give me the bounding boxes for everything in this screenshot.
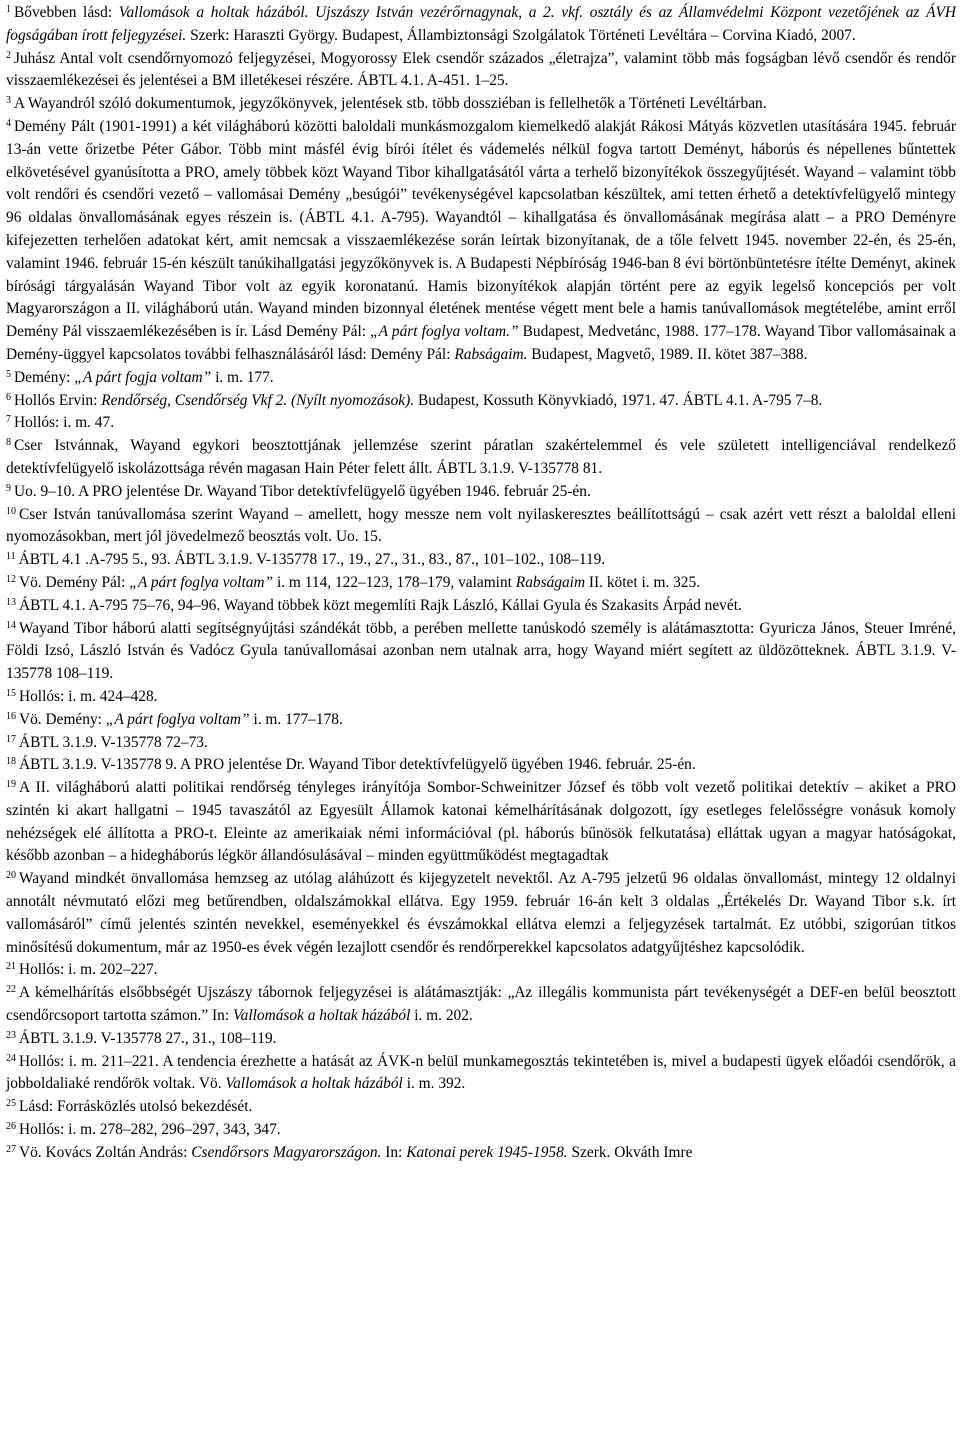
footnote-italic-text: Rendőrség, Csendőrség Vkf 2. (Nyílt nyomozások). [101,391,415,409]
footnote-text: Budapest, Magvető, 1989. II. kötet 387–388. [527,345,808,363]
footnote-20 [6,868,956,959]
footnote-text: Vö. Demény Pál: [19,573,130,591]
footnote-number: 20 [6,870,16,882]
footnote-text: i. m. 177. [211,368,274,386]
footnote-text: Hollós: i. m. 202–227. [19,961,158,979]
footnote-22 [6,982,956,1028]
footnote-19 [6,777,956,868]
footnote-text: Budapest, Medvetánc, 1988. 177–178. Wayand Tibor vallomásainak a Demény-üggyel kapcsolatos további felhasználásáról lásd: Demény Pál: [6,323,956,363]
footnote-number: 7 [6,414,11,426]
footnote-italic-text: Vallomások a holtak házából [232,1007,411,1025]
footnote-text: Wayand mindkét önvallomása hemzseg az utólag aláhúzott és kijegyzetelt nevektől. Az A-795 jelzetű 96 oldalas önvallomást, mintegy 12 oldalnyi annotált névmutató előzi meg betűrendben, oldalszámokkal ellátva. Egy 1959. február 16-án kelt 3 oldalas „Értékelés Dr. Wayand Tibor s.k. írt vallomásáról” című jelentés szintén nevekkel, eseményekkel és évszámokkal ellátva elemzi a feljegyzések tartalmát. Ez utóbbi, szigorúan titkos minősítésű dokumentum, már az 1950-es évek végén lezajlott csendőr és rendőrperekkel kapcsolatos adatgyűjtéshez kapcsolódik. [6,870,956,956]
footnote-text: In: [381,1143,407,1161]
footnote-text: Hollós: i. m. 47. [14,414,115,432]
footnote-18 [6,754,956,777]
footnote-italic-text: Vallomások a holtak házából. Ujszászy István vezérőrnagynak, a 2. vkf. osztály és az Államvédelmi Központ vezetőjének az ÁVH fogságában írott feljegyzései. [6,4,956,44]
footnote-number: 16 [6,710,16,722]
footnote-number: 15 [6,687,16,699]
footnote-italic-text: „A párt foglya voltam.” [370,323,519,341]
footnote-2 [6,48,956,94]
footnote-text: Hollós: i. m. 424–428. [19,687,158,705]
footnote-number: 1 [6,4,11,15]
footnote-text: Demény: [14,368,75,386]
footnote-text: i. m. 202. [410,1007,473,1025]
footnote-text: A kémelhárítás elsőbbségét Ujszászy tábornok feljegyzései is alátámasztják: „Az illegális kommunista párt tevékenységét a DEF-en belül beosztott csendőrcsoport tartotta számon.” In: [6,984,956,1025]
footnote-text: i. m 114, 122–123, 178–179, valamint [273,573,516,591]
footnote-text: Lásd: Forrásközlés utolsó bekezdését. [19,1098,253,1116]
footnote-number: 2 [6,49,11,61]
footnote-number: 3 [6,95,11,107]
footnote-10 [6,504,956,550]
footnote-14 [6,618,956,686]
footnote-text: II. kötet i. m. 325. [585,573,701,591]
footnote-text: ÁBTL 4.1. A-795 75–76, 94–96. Wayand többek közt megemlíti Rajk László, Kállai Gyula és Szakasits Árpád nevét. [19,596,742,614]
footnote-text: Bővebben lásd: [14,4,119,21]
footnote-number: 4 [6,117,11,129]
footnote-4 [6,116,956,367]
footnote-number: 26 [6,1121,16,1133]
footnote-italic-text: „A párt foglya voltam” [105,710,250,728]
footnote-number: 18 [6,756,16,768]
footnote-text: Demény Pált (1901-1991) a két világháború közötti baloldali munkásmozgalom kiemelkedő alakját Rákosi Mátyás közvetlen utasítására 1945. február 13-án vette őrizetbe Péter Gábor. Több mint másfél évig bírói ítélet és vádemelés nélkül fogva tartott Deményt, háborús és népellenes bűntettek elkövetésével gyanúsította a PRO, amely többek közt Wayand Tibor kihallgatásától várta a terhelő bizonyítékok összegyűjtését. Wayand – valamint több volt rendőri és csendőri vezető – vallomásai Demény „besúgói” tevékenységével kapcsolatban készültek, ami tetten érhető a detektívfelügyelő mintegy 96 oldalas önvallomásának egyes részein is. (ÁBTL 4.1. A-795). Wayandtól – kihallgatása és önvallomásának megírása alatt – a PRO Deményre kifejezetten terhelően adatokat kért, amit nemcsak a visszaemlékezése során leírtak bizonyítanak, de a tőle felvett 1945. november 22-én, és 25-én, valamint 1946. február 15-én készült tanúkihallgatási jegyzőkönyvek is. A Budapesti Népbíróság 1946-ban 8 évi börtönbüntetésre ítélte Deményt, akinek bírósági tárgyalásán Wayand Tibor volt az egyik koronatanú. Hamis bizonyítékok alapján történt pere az egyik legelső koncepciós per volt Magyarországon a II. világháború után. Wayand minden bizonnyal életének mentése végett ment bele a hamis tanúvallomások megtételébe, amint erről Demény Pál visszaemlékezésében is ír. Lásd Demény Pál: [6,117,956,341]
footnote-text: Cser Istvánnak, Wayand egykori beosztottjának jellemzése szerint páratlan szakértelemmel és vele született intelligenciával rendelkező detektívfelügyelő iskolázottsága révén magasan Hain Péter felett állt. ÁBTL 3.1.9. V-135778 81. [6,437,956,477]
footnote-text: ÁBTL 4.1 .A-795 5., 93. ÁBTL 3.1.9. V-135778 17., 19., 27., 31., 83., 87., 101–102., 108–119. [18,551,606,569]
footnote-23 [6,1028,956,1051]
footnote-text: A Wayandról szóló dokumentumok, jegyzőkönyvek, jelentések stb. több dossziéban is fellelhetők a Történeti Levéltárban. [14,95,767,113]
footnote-number: 10 [6,505,16,517]
footnote-text: A II. világháború alatti politikai rendőrség tényleges irányítója Sombor-Schweinitzer József és több volt vezető politikai detektív – akiket a PRO szintén ki akart hallgatni – 1945 tavaszától az Egyesült Államok katonai kémelhárításának dolgozott, így esetleges felelősségre vonásuk komoly nehézségek elé állította a PRO-t. Eleinte az amerikaiak némi információval (pl. háborús bűnösök felkutatása) elláttak ugyan a magyar hatóságokat, később azonban – a hidegháborús légkör állandósulásával – minden együttműködést megtagadtak [6,779,956,865]
footnote-17 [6,732,956,755]
footnote-number: 8 [6,437,11,449]
footnote-13 [6,595,956,618]
footnote-number: 21 [6,961,16,973]
footnote-text: Wayand Tibor háború alatti segítségnyújtási szándékát több, a perében mellette tanúskodó személy is alátámasztotta: Gyuricza János, Steuer Imréné, Földi Izsó, László István és Vadócz Gyula tanúvallomásai azonban nem utalnak arra, hogy Wayand miért segített az üldözötteknek. ÁBTL 3.1.9. V-135778 108–119. [6,619,956,683]
footnote-text: Szerk. Okváth Imre [567,1143,693,1161]
footnote-number: 24 [6,1052,16,1064]
footnote-number: 5 [6,368,11,380]
footnote-text: Uo. 9–10. A PRO jelentése Dr. Wayand Tibor detektívfelügyelő ügyében 1946. február 25-én. [14,482,591,500]
footnote-text: ÁBTL 3.1.9. V-135778 9. A PRO jelentése Dr. Wayand Tibor detektívfelügyelő ügyében 1946. február. 25-én. [19,756,696,774]
footnote-8 [6,435,956,481]
footnote-text: Hollós: i. m. 211–221. A tendencia érezhette a hatását az ÁVK-n belül munkamegosztás tekintetében is, mivel a budapesti ügyek előadói csendőrök, a jobboldaliaké rendőrök voltak. Vö. [6,1052,956,1093]
footnote-italic-text: „A párt foglya voltam” [129,573,274,591]
footnote-number: 12 [6,573,16,585]
footnote-number: 17 [6,733,16,745]
footnote-text: Hollós Ervin: [14,391,102,409]
footnote-number: 14 [6,619,16,631]
footnote-9 [6,481,956,504]
footnote-text: i. m. 177–178. [249,710,343,728]
footnote-text: Juhász Antal volt csendőrnyomozó feljegyzései, Mogyorossy Elek csendőr százados „életrajza”, valamint több más fogságban lévő csendőr és rendőr visszaemlékezései és jelentései a BM illetékesei részére. ÁBTL 4.1. A-451. 1–25. [6,49,956,90]
footnote-26 [6,1119,956,1142]
footnote-text: Cser István tanúvallomása szerint Wayand – amellett, hogy messze nem volt nyilaskeresztes beállítottságú – csak azért vett részt a baloldal elleni nyomozásokban, mert jól jövedelmező beosztás volt. Uo. 15. [6,505,956,546]
footnote-italic-text: Katonai perek 1945-1958. [406,1143,568,1161]
footnote-text: Budapest, Kossuth Könyvkiadó, 1971. 47. ÁBTL 4.1. A-795 7–8. [414,391,823,409]
footnote-16 [6,709,956,732]
footnote-21 [6,959,956,982]
footnote-number: 22 [6,984,16,996]
footnote-5 [6,367,956,390]
footnote-11 [6,549,956,572]
footnote-3 [6,93,956,116]
footnote-number: 13 [6,596,16,608]
footnote-7 [6,412,956,435]
footnote-15 [6,686,956,709]
footnote-number: 27 [6,1143,16,1155]
footnote-number: 6 [6,391,11,403]
footnote-italic-text: Rabságaim [515,573,586,591]
footnote-1 [6,2,956,48]
footnote-text: Szerk: Haraszti György. Budapest, Állambiztonsági Szolgálatok Történeti Levéltára – Corvina Kiadó, 2007. [186,26,856,44]
footnote-27 [6,1142,956,1165]
footnote-text: i. m. 392. [402,1075,466,1093]
footnote-text: Hollós: i. m. 278–282, 296–297, 343, 347. [19,1121,281,1139]
footnote-12 [6,572,956,595]
footnote-italic-text: Csendőrsors Magyarországon. [191,1143,382,1161]
footnote-number: 11 [6,551,16,563]
footnote-24 [6,1051,956,1097]
footnote-text: ÁBTL 3.1.9. V-135778 27., 31., 108–119. [19,1029,277,1047]
footnote-25 [6,1096,956,1119]
footnote-text: ÁBTL 3.1.9. V-135778 72–73. [19,733,208,751]
footnote-6 [6,390,956,413]
footnote-number: 9 [6,482,11,494]
footnote-number: 19 [6,779,16,791]
footnote-text: Vö. Demény: [19,710,106,728]
footnote-italic-text: Rabságaim. [454,345,528,363]
footnote-text: Vö. Kovács Zoltán András: [19,1143,192,1161]
footnote-italic-text: Vallomások a holtak házából [225,1075,403,1093]
footnote-italic-text: „A párt fogja voltam” [74,368,212,386]
footnote-number: 25 [6,1098,16,1110]
footnote-number: 23 [6,1029,16,1041]
